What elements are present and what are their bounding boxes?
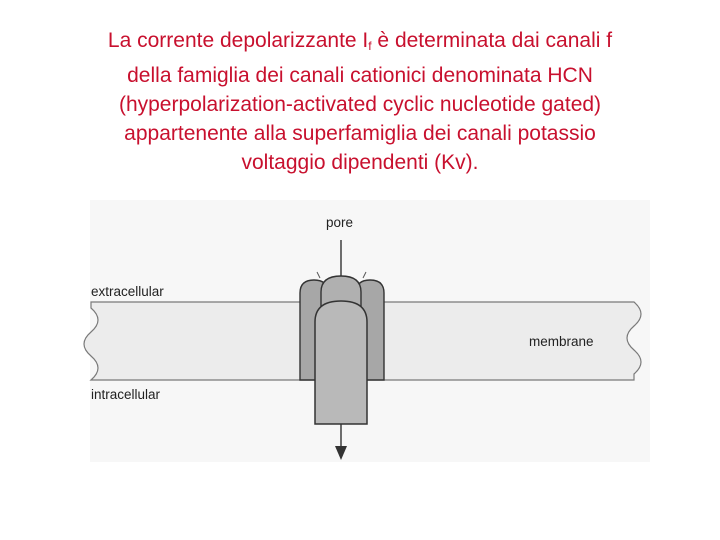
caption-text-1a: La corrente depolarizzante I xyxy=(107,29,369,52)
membrane-label: membrane xyxy=(529,334,594,349)
caption-line-4: appartenente alla superfamiglia dei canali potassio xyxy=(124,122,596,145)
caption-line-3: (hyperpolarization-activated cyclic nucleotide gated) xyxy=(118,93,602,116)
caption-line-2: della famiglia dei canali cationici denominata HCN xyxy=(127,64,593,87)
caption-line-5: voltaggio dipendenti (Kv). xyxy=(241,151,479,174)
channel-subunit-front xyxy=(315,301,367,424)
caption-subscript-f: f xyxy=(368,39,372,53)
intracellular-label: intracellular xyxy=(91,387,161,402)
extracellular-label: extracellular xyxy=(91,284,164,299)
caption-text-1b: è determinata dai canali f xyxy=(371,29,613,52)
pore-label: pore xyxy=(326,215,354,230)
